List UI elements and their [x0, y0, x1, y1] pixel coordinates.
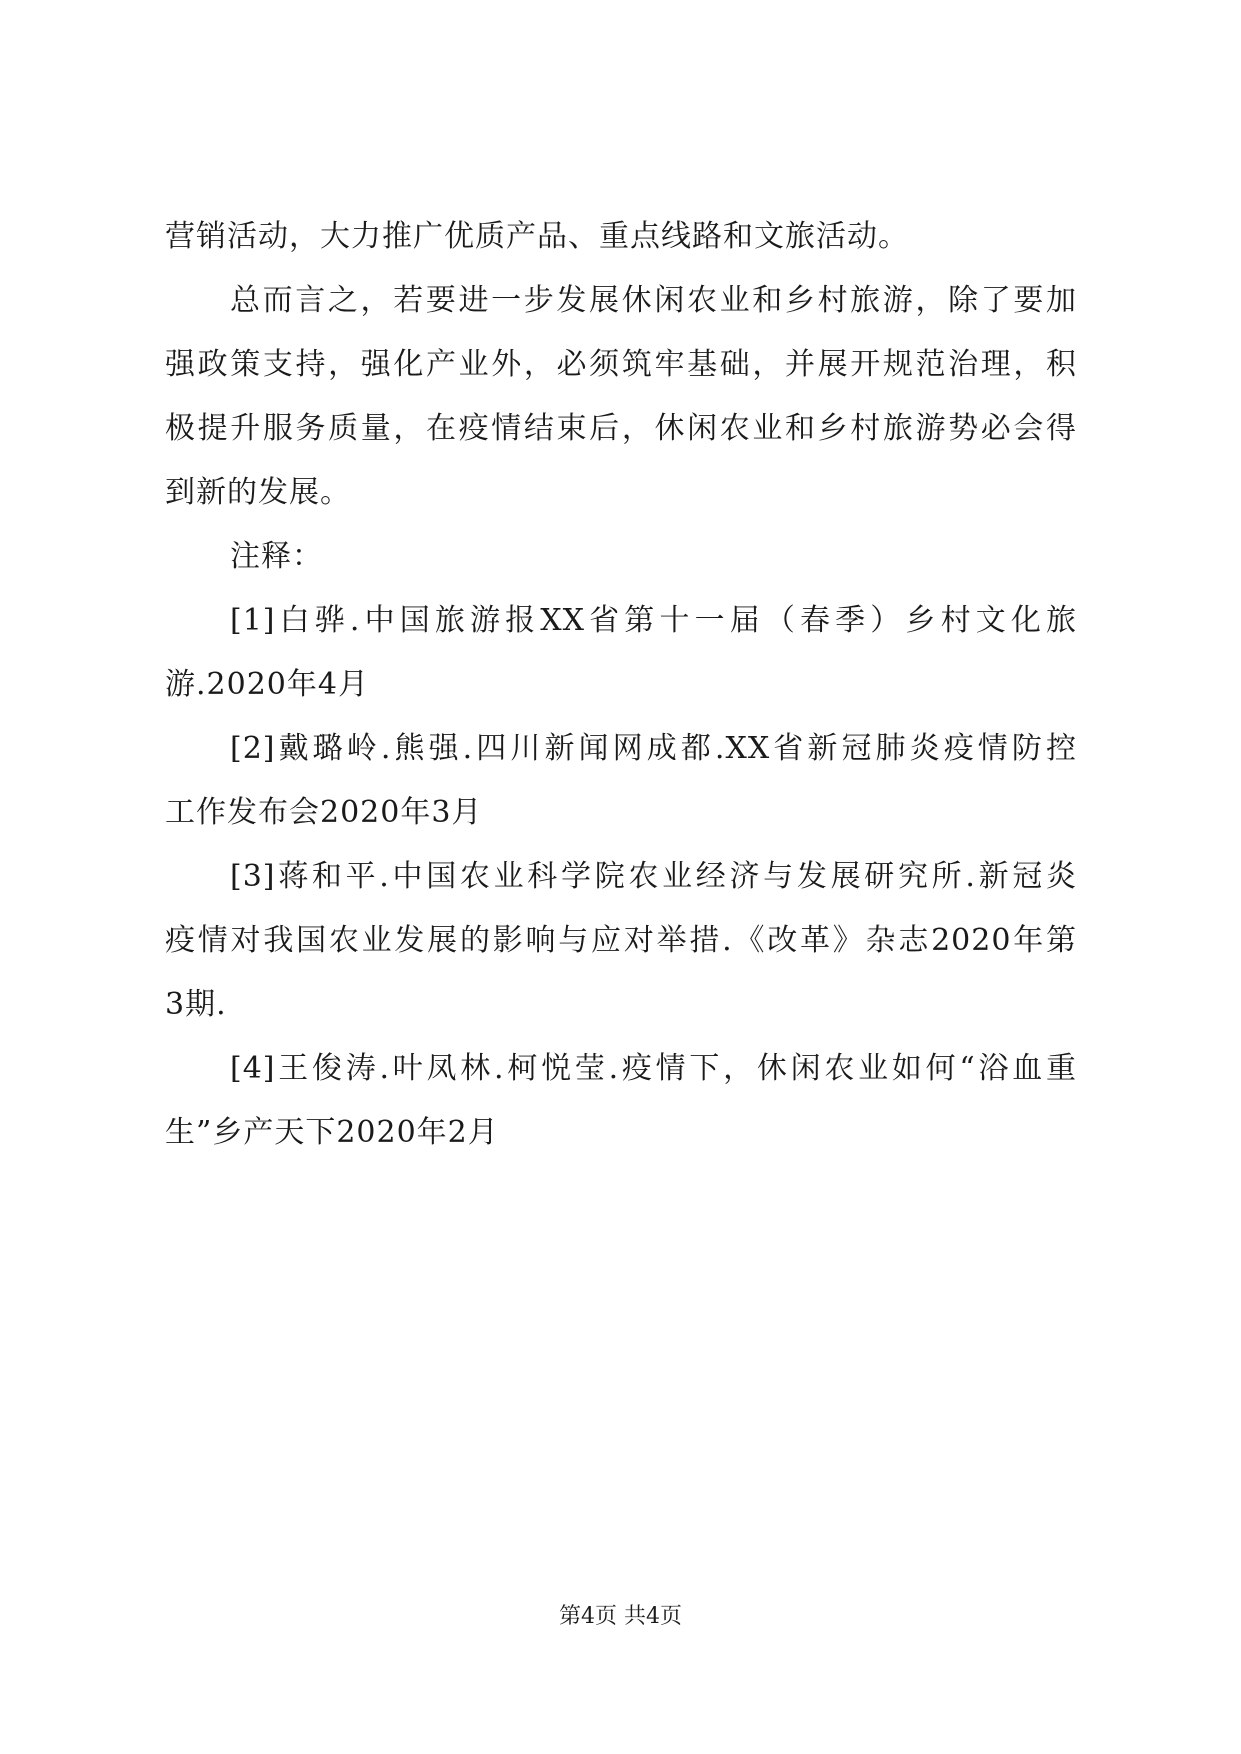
text-line: 注释： [230, 539, 323, 574]
reference-4 [165, 1037, 1077, 1165]
text-line: [3]蒋和平.中国农业科学院农业经济与发展研究所.新冠炎 [230, 859, 1077, 894]
text-line: 疫情对我国农业发展的影响与应对举措.《改革》杂志2020年第 [165, 923, 1077, 958]
document-body [165, 205, 1077, 1165]
paragraph-conclusion [165, 269, 1077, 525]
text-line: 游.2020年4月 [165, 667, 369, 702]
notes-heading [165, 525, 1077, 589]
text-line: 营销活动，大力推广优质产品、重点线路和文旅活动。 [165, 219, 909, 254]
text-line: 极提升服务质量，在疫情结束后，休闲农业和乡村旅游势必会得 [165, 411, 1077, 446]
text-line: 强政策支持，强化产业外，必须筑牢基础，并展开规范治理，积 [165, 347, 1077, 382]
text-line: 生”乡产天下2020年2月 [165, 1115, 499, 1150]
paragraph-marketing-continuation [165, 205, 1077, 269]
text-line: [1]白骅.中国旅游报XX省第十一届（春季）乡村文化旅 [230, 603, 1077, 638]
reference-3 [165, 845, 1077, 1037]
text-line: 到新的发展。 [165, 475, 351, 510]
reference-1 [165, 589, 1077, 717]
text-line: 总而言之，若要进一步发展休闲农业和乡村旅游，除了要加 [230, 283, 1077, 318]
text-line: [4]王俊涛.叶凤林.柯悦莹.疫情下，休闲农业如何“浴血重 [230, 1051, 1077, 1086]
reference-2 [165, 717, 1077, 845]
text-line: 工作发布会2020年3月 [165, 795, 483, 830]
text-line: [2]戴璐岭.熊强.四川新闻网成都.XX省新冠肺炎疫情防控 [230, 731, 1077, 766]
text-line: 3期. [165, 987, 227, 1022]
page-footer: 第4页 共4页 [559, 1604, 682, 1629]
